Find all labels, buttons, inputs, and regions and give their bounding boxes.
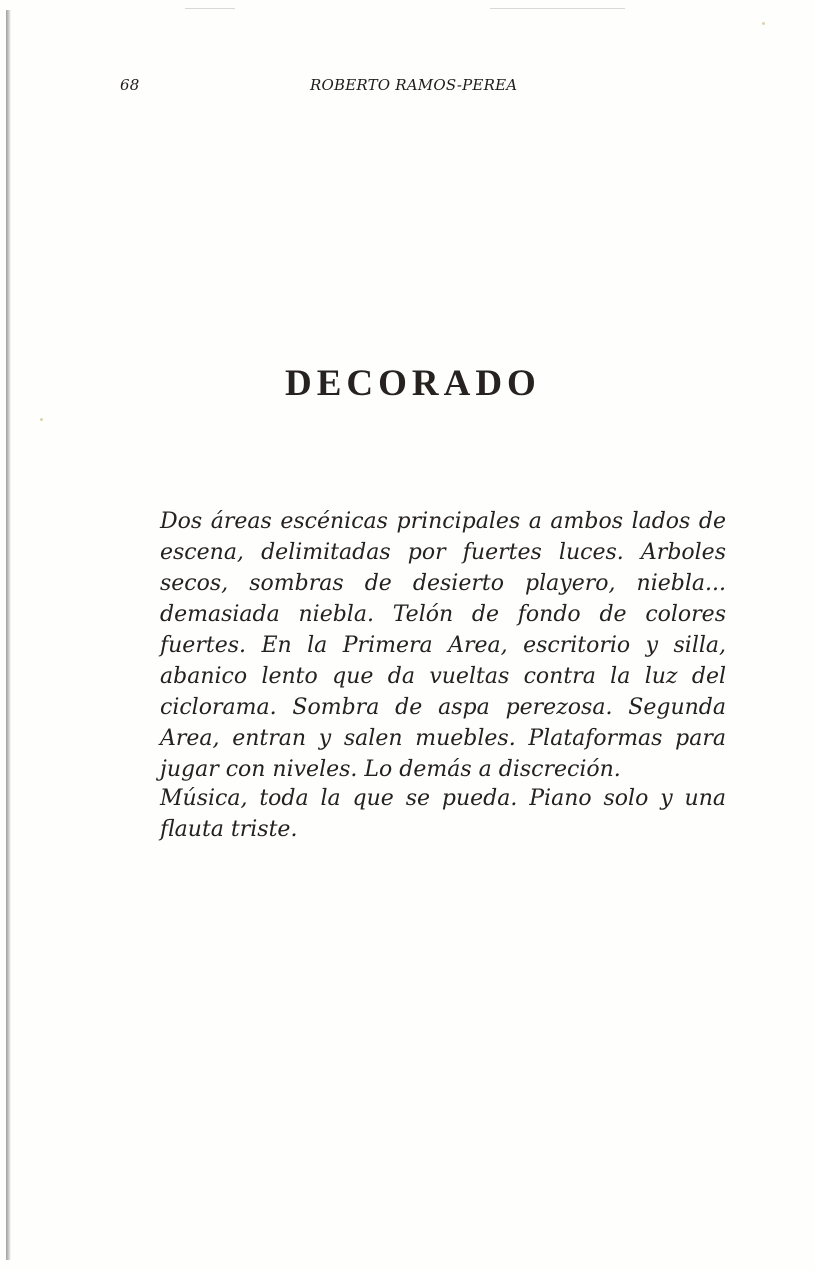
section-title: DECORADO: [285, 363, 541, 404]
scan-artifact-line: [490, 8, 625, 9]
scan-artifact-line: [185, 8, 235, 9]
scan-binding-edge: [6, 10, 11, 1260]
page-number: 68: [120, 76, 140, 94]
body-paragraph: Dos áreas escénicas principales a ambos lados de escena, delimitadas por fuertes luces. Arboles secos, sombras de desierto playero, niebla... demasiada niebla. Telón de fondo de colores fuertes. En la Primera Area, escritorio y silla, abanico lento que da vueltas contra la luz del ciclorama. Sombra de aspa perezosa. Segunda Area, entran y salen muebles. Plataformas para jugar con niveles. Lo demás a discreción.: [160, 509, 726, 782]
running-head: [0, 76, 814, 98]
body-paragraph: Música, toda la que se pueda. Piano solo y una flauta triste.: [160, 786, 726, 842]
running-title: ROBERTO RAMOS-PEREA: [310, 76, 518, 94]
scan-speck: [762, 22, 765, 25]
scan-speck: [40, 418, 43, 421]
